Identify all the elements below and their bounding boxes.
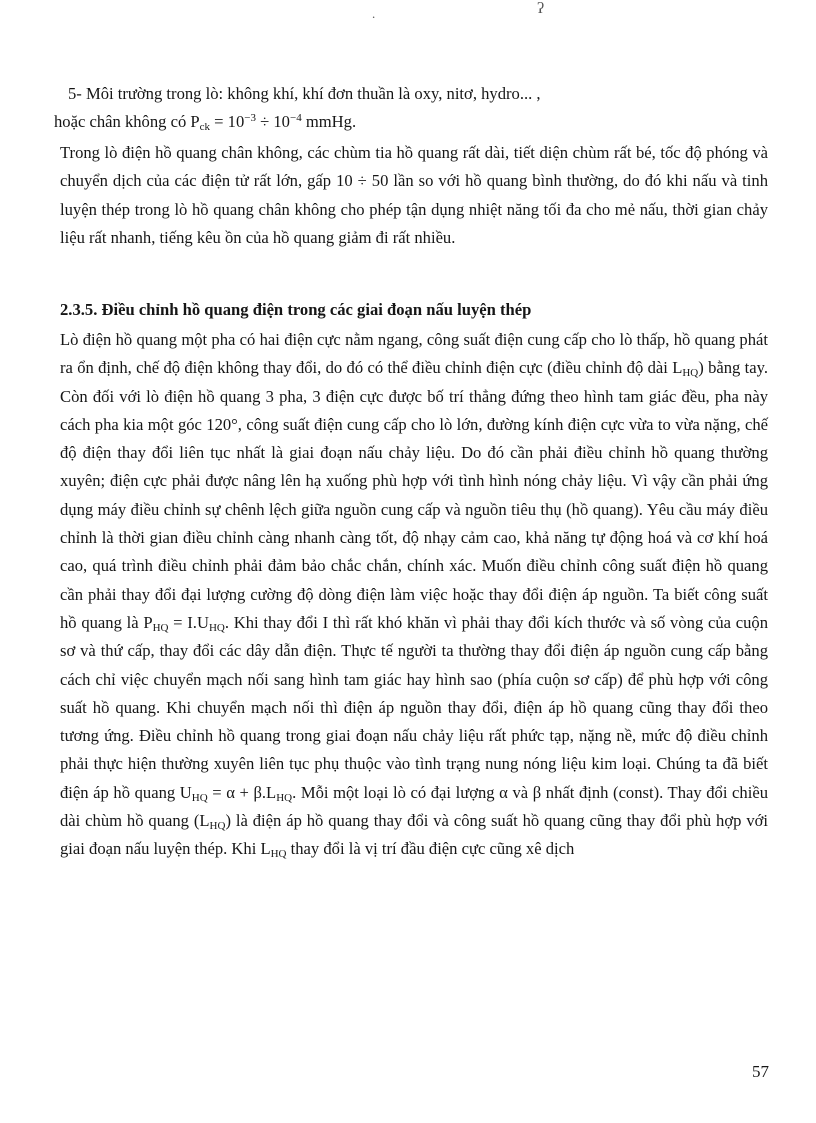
scan-dot-mark: . [372, 6, 376, 21]
paragraph-environment-line1: 5- Môi trường trong lò: không khí, khí đơn thuần là oxy, nitơ, hydro... , [68, 84, 541, 103]
section-heading [60, 296, 768, 324]
paragraph-vacuum-arc [60, 139, 768, 252]
paragraph-vacuum-arc-text: Trong lò điện hồ quang chân không, các chùm tia hồ quang rất dài, tiết diện chùm rất bé, tốc độ phóng và chuyển dịch của các điện tử rất lớn, gấp 10 ÷ 50 lần so với hồ quang bình thường, do đó khi nấu và tinh luyện thép trong lò hồ quang chân không cho phép tận dụng nhiệt năng tối đa cho mẻ nấu, thời gian chảy liệu rất nhanh, tiếng kêu ồn của hồ quang giảm đi rất nhiều. [60, 143, 768, 247]
paragraph-environment [54, 80, 768, 137]
section-heading-text: 2.3.5. Điều chỉnh hồ quang điện trong các giai đoạn nấu luyện thép [60, 300, 532, 319]
page-number: 57 [752, 1062, 769, 1081]
paragraph-environment-line2: hoặc chân không có $P_{ck} = 10^{-3} \div 10^{-4}$ mmHg. [54, 112, 357, 134]
paragraph-arc-regulation [60, 326, 768, 864]
paragraph-arc-regulation-text: Lò điện hồ quang một pha có hai điện cực nằm ngang, công suất điện cung cấp cho lò thấp, hồ quang phát ra ổn định, chế độ điện không thay đổi, do đó có thể điều chỉnh điện cực (điều chỉnh độ dài $L_{HQ}$) bằng tay. Còn đối với lò điện hồ quang 3 pha, 3 điện cực được bố trí thẳng đứng theo hình tam giác đều, pha này cách pha kia một góc 120°, công suất điện cung cấp cho lò lớn, đường kính điện cực vừa to vừa nặng, chế độ điện thay đổi liên tục nhất là giai đoạn nấu chảy liệu. Do đó cần phải điều chỉnh hồ quang thường xuyên; điện cực phải được nâng lên hạ xuống phù hợp với tình hình nóng chảy liệu. Vì vậy cần phải ứng dụng máy điều chỉnh sự chênh lệch giữa nguồn cung cấp và nguồn tiêu thụ (hồ quang). Yêu cầu máy điều chỉnh là thời gian điều chỉnh càng nhanh càng tốt, độ nhạy cảm cao, khả năng tự động hoá và cơ khí hoá cao, quá trình điều chỉnh phải đảm bảo chắc chắn, chính xác. Muốn điều chỉnh công suất điện hồ quang cần phải thay đổi đại lượng cường độ dòng điện làm việc hoặc thay đổi điện áp nguồn. Ta biết công suất hồ quang là $P_{HQ} = I.U_{HQ}$. Khi thay đổi I thì rất khó khăn vì phải thay đổi kích thước và số vòng của cuộn sơ và thứ cấp, thay đổi các dây dẫn điện. Thực tế người ta thường thay đổi điện áp nguồn cung cấp bằng cách chỉ việc chuyển mạch nối sang hình tam giác hay hình sao (phía cuộn sơ cấp) để phù hợp với công suất hồ quang. Khi chuyển mạch nối thì điện áp nguồn thay đổi, điện áp hồ quang cũng thay đổi theo tương ứng. Điều chỉnh hồ quang trong giai đoạn nấu chảy liệu rất phức tạp, nặng nề, mức độ điều chỉnh phải thực hiện thường xuyên liên tục phụ thuộc vào tình trạng nung nóng liệu kim loại. Chúng ta đã biết điện áp hồ quang $U_{HQ} = \alpha + \beta.L_{HQ}$. Mỗi một loại lò có đại lượng α và β nhất định (const). Thay đổi chiều dài chùm hồ quang $(L_{HQ})$ là điện áp hồ quang thay đổi và công suất hồ quang cũng thay đổi phù hợp với giai đoạn nấu luyện thép. Khi $L_{HQ}$ thay đổi là vị trí đầu điện cực cũng xê dịch [60, 330, 768, 861]
scan-tick-mark: ʔ [537, 0, 545, 17]
